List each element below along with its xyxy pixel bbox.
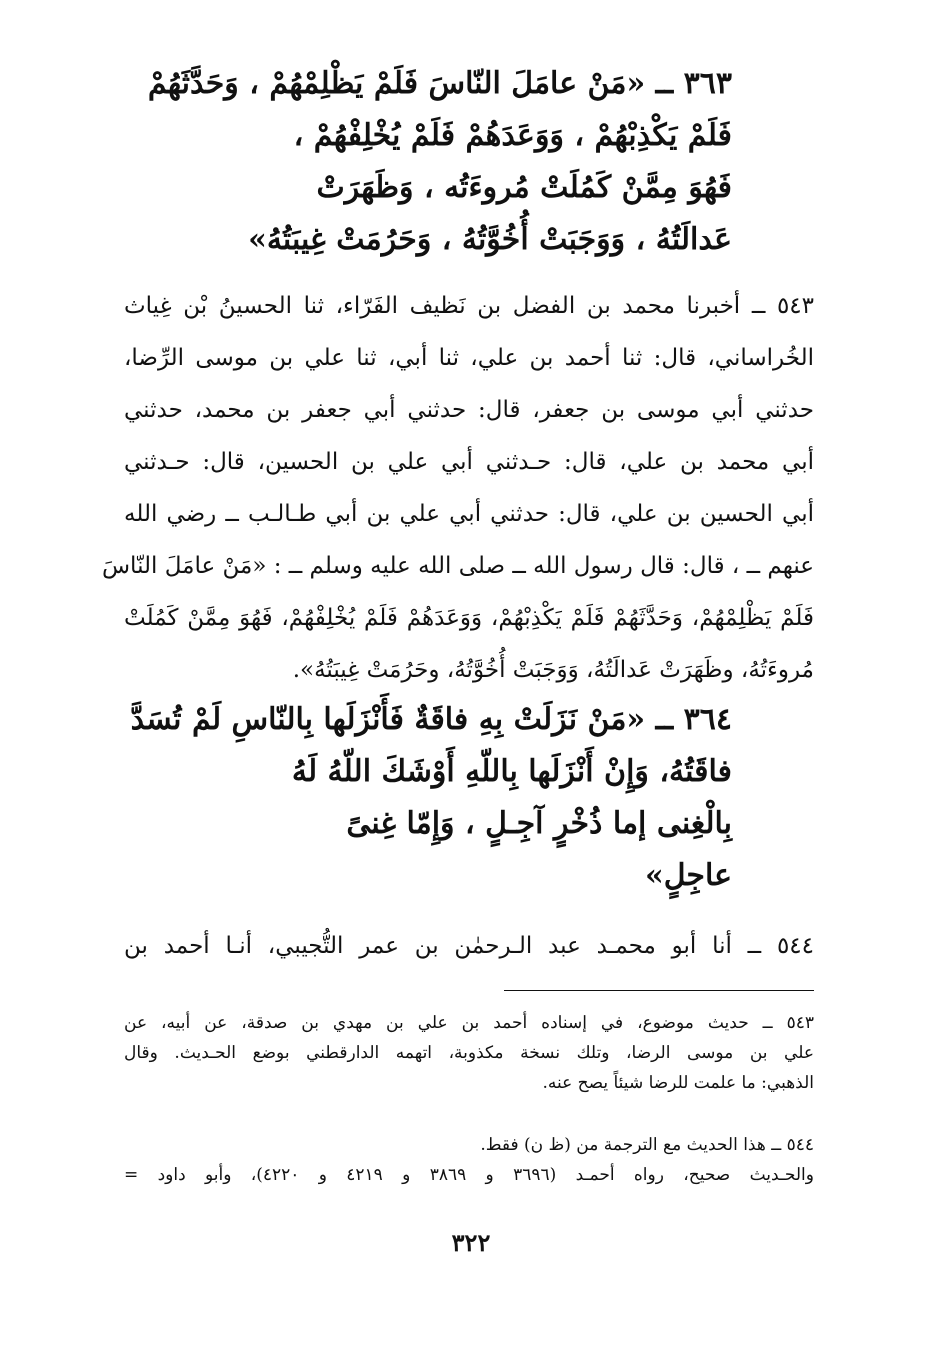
- footnote-544: [124, 1130, 814, 1190]
- hadith-363: [147, 58, 732, 266]
- page-number: ٣٢٢: [451, 1228, 491, 1257]
- narration-line: عنهم ــ ، قال: قال رسول الله ــ صلى الله عليه وسلم ــ : «مَنْ عامَلَ النّاسَ: [101, 553, 814, 579]
- hadith-line: فَلَمْ يَكْذِبْهُمْ ، وَوَعَدَهُمْ فَلَمْ يُخْلِفْهُمْ ،: [293, 118, 732, 153]
- narration-line: الخُراساني، قال: ثنا أحمد بن علي، ثنا أبي، ثنا علي بن موسى الرِّضا،: [124, 345, 814, 371]
- narration-543: [101, 280, 814, 696]
- hadith-line: بِالْغِنى إما ذُخْرٍ آجِـلٍ ، وَإِمّا غِنىً: [346, 806, 732, 841]
- narration-line: فَلَمْ يَظْلِمْهُمْ، وَحَدَّثَهُمْ فَلَمْ يَكْذِبْهُمْ، وَوَعَدَهُمْ فَلَمْ يُخْلِفْهُمْ، فَهُوَ مِمَّنْ كَمُلَتْ: [124, 605, 814, 631]
- footnote-line: ٥٤٤ ــ هذا الحديث مع الترجمة من (ظ ن) فقط.: [480, 1135, 814, 1155]
- footnote-line: ٥٤٣ ــ حديث موضوع، في إسناده أحمد بن علي بن مهدي بن صدقة، عن أبيه، عن: [124, 1013, 814, 1033]
- narration-line: حدثني أبي موسى بن جعفر، قال: حدثني أبي جعفر بن محمد، حدثني: [124, 397, 814, 423]
- narration-544: [124, 920, 814, 972]
- hadith-line: ٣٦٤ ــ «مَنْ نَزَلَتْ بِهِ فاقَةٌ فَأَنْزَلَها بِالنّاسِ لَمْ تُسَدَّ: [130, 702, 732, 737]
- hadith-line: فاقَتُهُ، وَإِنْ أَنْزَلَها بِاللّهِ أَوْشَكَ اللّهُ لَهُ: [291, 754, 732, 789]
- hadith-line: ٣٦٣ ــ «مَنْ عامَلَ النّاسَ فَلَمْ يَظْلِمْهُمْ ، وَحَدَّثَهُمْ: [147, 66, 732, 101]
- narration-line: ٥٤٣ ــ أخبرنا محمد بن الفضل بن نَظيف الفَرّاء، ثنا الحسينُ بْن غِياث: [124, 293, 814, 319]
- footnote-line: والحـديث صحيح، رواه أحمـد (٣٦٩٦ و ٣٨٦٩ و ٤٢١٩ و ٤٢٢٠)، وأبو داود =: [124, 1165, 814, 1185]
- narration-line: أبي محمد بن علي، قال: حـدثني أبي علي بن الحسين، قال: حـدثني: [124, 449, 814, 475]
- hadith-364: [130, 694, 732, 902]
- hadith-line: فَهُوَ مِمَّنْ كَمُلَتْ مُروءَتُه ، وَظَهَرَتْ: [316, 170, 732, 205]
- narration-line: مُروءَتُهُ، وظَهَرَتْ عَدالَتُهُ، وَوَجَبَتْ أُخُوَّتُهُ، وحَرُمَتْ غِيبَتُهُ».: [292, 657, 814, 683]
- footnote-line: علي بن موسى الرضا، وتلك نسخة مكذوبة، اتهمه الدارقطني بوضع الحـديث. وقال: [124, 1043, 814, 1063]
- footnote-543: [124, 1008, 814, 1098]
- hadith-line: عاجِلٍ»: [644, 858, 732, 893]
- narration-line: أبي الحسين بن علي، قال: حدثني أبي علي بن أبي طـالـب ــ رضي الله: [124, 501, 814, 527]
- narration-line: ٥٤٤ ــ أنا أبو محمـد عبد الـرحمٰن بن عمر التُّجيبي، أنـا أحمد بن: [124, 933, 814, 959]
- footnote-divider: [504, 990, 814, 991]
- hadith-line: عَدالَتُهُ ، وَوَجَبَتْ أُخُوَّتُهُ ، وَحَرُمَتْ غِيبَتُهُ»: [248, 222, 732, 257]
- footnote-line: الذهبي: ما علمت للرضا شيئاً يصح عنه.: [542, 1073, 814, 1093]
